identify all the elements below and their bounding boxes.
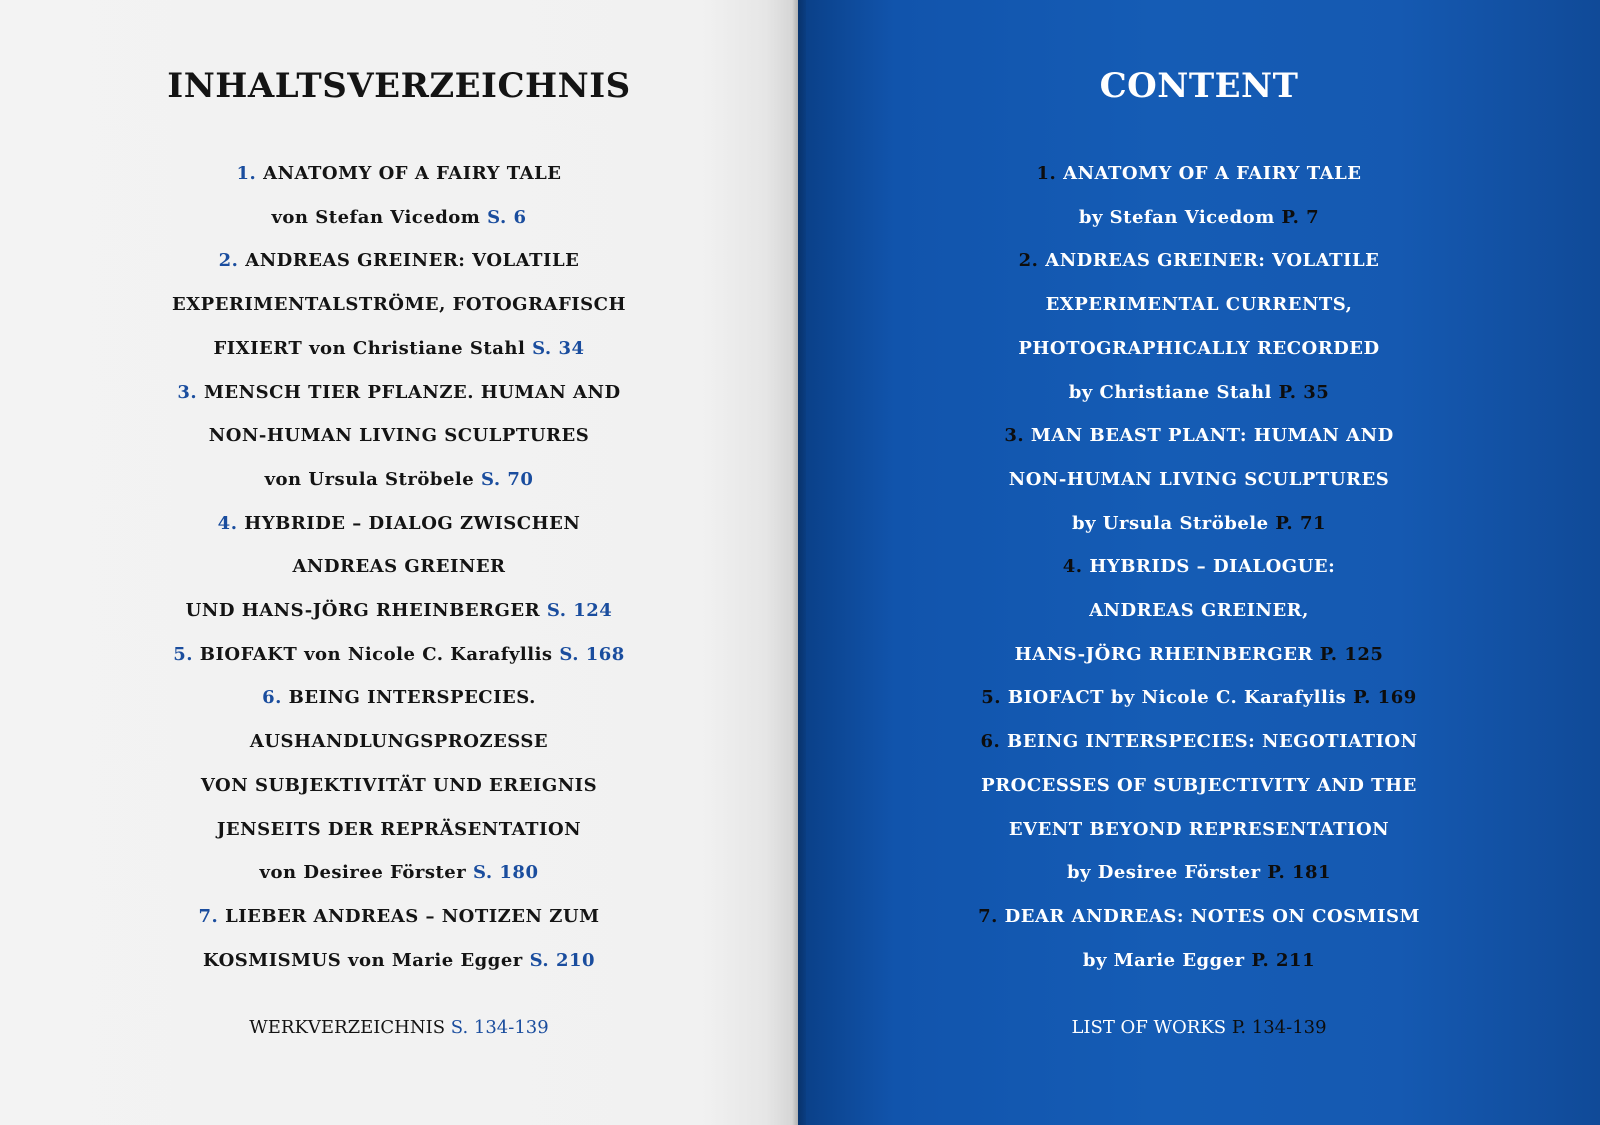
list-of-works-entry xyxy=(0,1006,798,1050)
toc-line xyxy=(798,196,1600,240)
toc-line xyxy=(0,545,798,589)
toc-entry-number: 4. xyxy=(1062,556,1083,578)
left-page-german xyxy=(0,0,798,1125)
toc-page-ref: S. 210 xyxy=(529,949,596,971)
works-label: LIST OF WORKS xyxy=(1071,1017,1227,1038)
toc-entry-text: PROCESSES OF SUBJECTIVITY AND THE xyxy=(981,774,1417,796)
toc-entry-text: by Desiree Förster xyxy=(1066,862,1261,884)
toc-entry-text: von Desiree Förster xyxy=(259,862,467,884)
right-page-english xyxy=(798,0,1600,1125)
toc-entry-number: 3. xyxy=(1004,425,1025,447)
toc-line xyxy=(798,589,1600,633)
toc-page-ref: P. 211 xyxy=(1251,949,1316,971)
toc-line xyxy=(0,633,798,677)
toc-page-ref: P. 71 xyxy=(1275,512,1327,534)
toc-entry-text: EXPERIMENTAL CURRENTS, xyxy=(1045,294,1353,316)
toc-line xyxy=(798,502,1600,546)
toc-entry-number: 1. xyxy=(1036,163,1057,184)
toc-entry-text: NON-HUMAN LIVING SCULPTURES xyxy=(208,425,590,447)
toc-page-ref: S. 70 xyxy=(480,468,534,490)
toc-line xyxy=(0,458,798,502)
toc-entry-text: ANDREAS GREINER: VOLATILE xyxy=(1045,250,1380,272)
toc-line xyxy=(0,720,798,764)
toc-entry-text: ANDREAS GREINER, xyxy=(1089,600,1309,622)
toc-heading: CONTENT xyxy=(1099,66,1299,106)
toc-line xyxy=(798,676,1600,720)
toc-line xyxy=(0,327,798,371)
toc-line xyxy=(0,851,798,895)
toc-entry-text: ANATOMY OF A FAIRY TALE xyxy=(1063,163,1362,184)
toc-line xyxy=(798,808,1600,852)
toc-entry-number: 2. xyxy=(1018,250,1039,272)
works-label: WERKVERZEICHNIS xyxy=(249,1017,446,1038)
toc-entry-text: EXPERIMENTALSTRÖME, FOTOGRAFISCH xyxy=(171,294,627,316)
toc-entries xyxy=(0,152,798,982)
toc-entry-text: DEAR ANDREAS: NOTES ON COSMISM xyxy=(1004,905,1420,927)
toc-line xyxy=(0,895,798,939)
toc-line xyxy=(798,458,1600,502)
toc-entry-number: 7. xyxy=(978,905,998,927)
toc-line xyxy=(0,502,798,546)
toc-entry-text: PHOTOGRAPHICALLY RECORDED xyxy=(1018,337,1380,359)
toc-page-ref: S. 34 xyxy=(532,337,585,359)
list-of-works-entry xyxy=(798,1006,1600,1050)
toc-entry-number: 2. xyxy=(218,250,239,272)
toc-line xyxy=(0,589,798,633)
toc-line xyxy=(798,939,1600,983)
toc-entry-text: by Ursula Ströbele xyxy=(1071,512,1269,534)
toc-entry-text: UND HANS-JÖRG RHEINBERGER xyxy=(185,600,541,622)
toc-entry-text: ANDREAS GREINER: VOLATILE xyxy=(245,250,580,272)
toc-line xyxy=(0,764,798,808)
toc-entry-text: BIOFACT by Nicole C. Karafyllis xyxy=(1007,687,1347,709)
toc-line xyxy=(0,939,798,983)
toc-page-ref: S. 168 xyxy=(559,643,625,665)
toc-entry-text: NON-HUMAN LIVING SCULPTURES xyxy=(1008,468,1390,490)
toc-page-ref: P. 35 xyxy=(1278,381,1330,403)
toc-entries xyxy=(798,152,1600,982)
toc-entry-text: BEING INTERSPECIES. xyxy=(288,687,536,709)
toc-entry-text: AUSHANDLUNGSPROZESSE xyxy=(249,731,549,753)
toc-line xyxy=(798,414,1600,458)
toc-line xyxy=(0,676,798,720)
toc-entry-text: ANDREAS GREINER xyxy=(292,556,506,578)
toc-entry-text: HYBRIDS – DIALOGUE: xyxy=(1089,556,1336,578)
toc-entry-text: LIEBER ANDREAS – NOTIZEN ZUM xyxy=(225,905,600,927)
toc-line xyxy=(798,239,1600,283)
toc-heading: INHALTSVERZEICHNIS xyxy=(167,66,631,106)
toc-entry-text: von Ursula Ströbele xyxy=(264,468,475,490)
toc-entry-number: 4. xyxy=(217,512,238,534)
toc-line xyxy=(798,283,1600,327)
toc-entry-text: HYBRIDE – DIALOG ZWISCHEN xyxy=(244,512,581,534)
toc-line xyxy=(0,196,798,240)
toc-entry-text: by Marie Egger xyxy=(1082,949,1245,971)
toc-entry-text: ANATOMY OF A FAIRY TALE xyxy=(263,163,562,184)
toc-entry-text: BIOFAKT von Nicole C. Karafyllis xyxy=(199,643,553,665)
toc-entry-number: 1. xyxy=(236,163,257,184)
toc-line xyxy=(798,851,1600,895)
toc-page-ref: P. 125 xyxy=(1319,643,1384,665)
toc-entry-text: FIXIERT von Christiane Stahl xyxy=(213,337,526,359)
toc-page-ref: P. 169 xyxy=(1353,687,1417,709)
toc-entry-text: JENSEITS DER REPRÄSENTATION xyxy=(216,818,582,840)
toc-entry-number: 6. xyxy=(262,687,282,709)
toc-page-ref: P. 181 xyxy=(1267,862,1332,884)
toc-line xyxy=(798,720,1600,764)
works-page-ref: P. 134-139 xyxy=(1231,1017,1327,1038)
toc-entry-text: von Stefan Vicedom xyxy=(271,206,481,228)
toc-entry-text: HANS-JÖRG RHEINBERGER xyxy=(1014,643,1313,665)
toc-line xyxy=(798,895,1600,939)
toc-entry-text: by Stefan Vicedom xyxy=(1078,206,1275,228)
toc-line xyxy=(798,764,1600,808)
toc-entry-text: EVENT BEYOND REPRESENTATION xyxy=(1008,818,1390,840)
toc-line xyxy=(798,152,1600,196)
toc-line xyxy=(798,633,1600,677)
toc-line xyxy=(798,545,1600,589)
toc-entry-text: VON SUBJEKTIVITÄT UND EREIGNIS xyxy=(200,774,598,796)
toc-entry-text: MAN BEAST PLANT: HUMAN AND xyxy=(1030,425,1394,447)
toc-entry-number: 3. xyxy=(177,381,198,403)
toc-page-ref: S. 124 xyxy=(546,600,613,622)
toc-page-ref: S. 6 xyxy=(487,206,527,228)
toc-line xyxy=(0,808,798,852)
toc-entry-number: 5. xyxy=(981,687,1002,709)
toc-line xyxy=(798,371,1600,415)
toc-entry-text: KOSMISMUS von Marie Egger xyxy=(202,949,523,971)
toc-entry-text: by Christiane Stahl xyxy=(1068,381,1272,403)
works-page-ref: S. 134-139 xyxy=(450,1017,549,1038)
toc-entry-text: BEING INTERSPECIES: NEGOTIATION xyxy=(1007,731,1418,753)
toc-line xyxy=(0,414,798,458)
toc-entry-text: MENSCH TIER PFLANZE. HUMAN AND xyxy=(203,381,621,403)
toc-page-ref: P. 7 xyxy=(1281,206,1320,228)
toc-line xyxy=(0,152,798,196)
toc-line xyxy=(0,239,798,283)
toc-entry-number: 6. xyxy=(980,731,1001,753)
toc-line xyxy=(0,371,798,415)
toc-line xyxy=(0,283,798,327)
toc-page-ref: S. 180 xyxy=(473,862,539,884)
toc-entry-number: 5. xyxy=(173,643,193,665)
toc-entry-number: 7. xyxy=(198,905,219,927)
toc-line xyxy=(798,327,1600,371)
